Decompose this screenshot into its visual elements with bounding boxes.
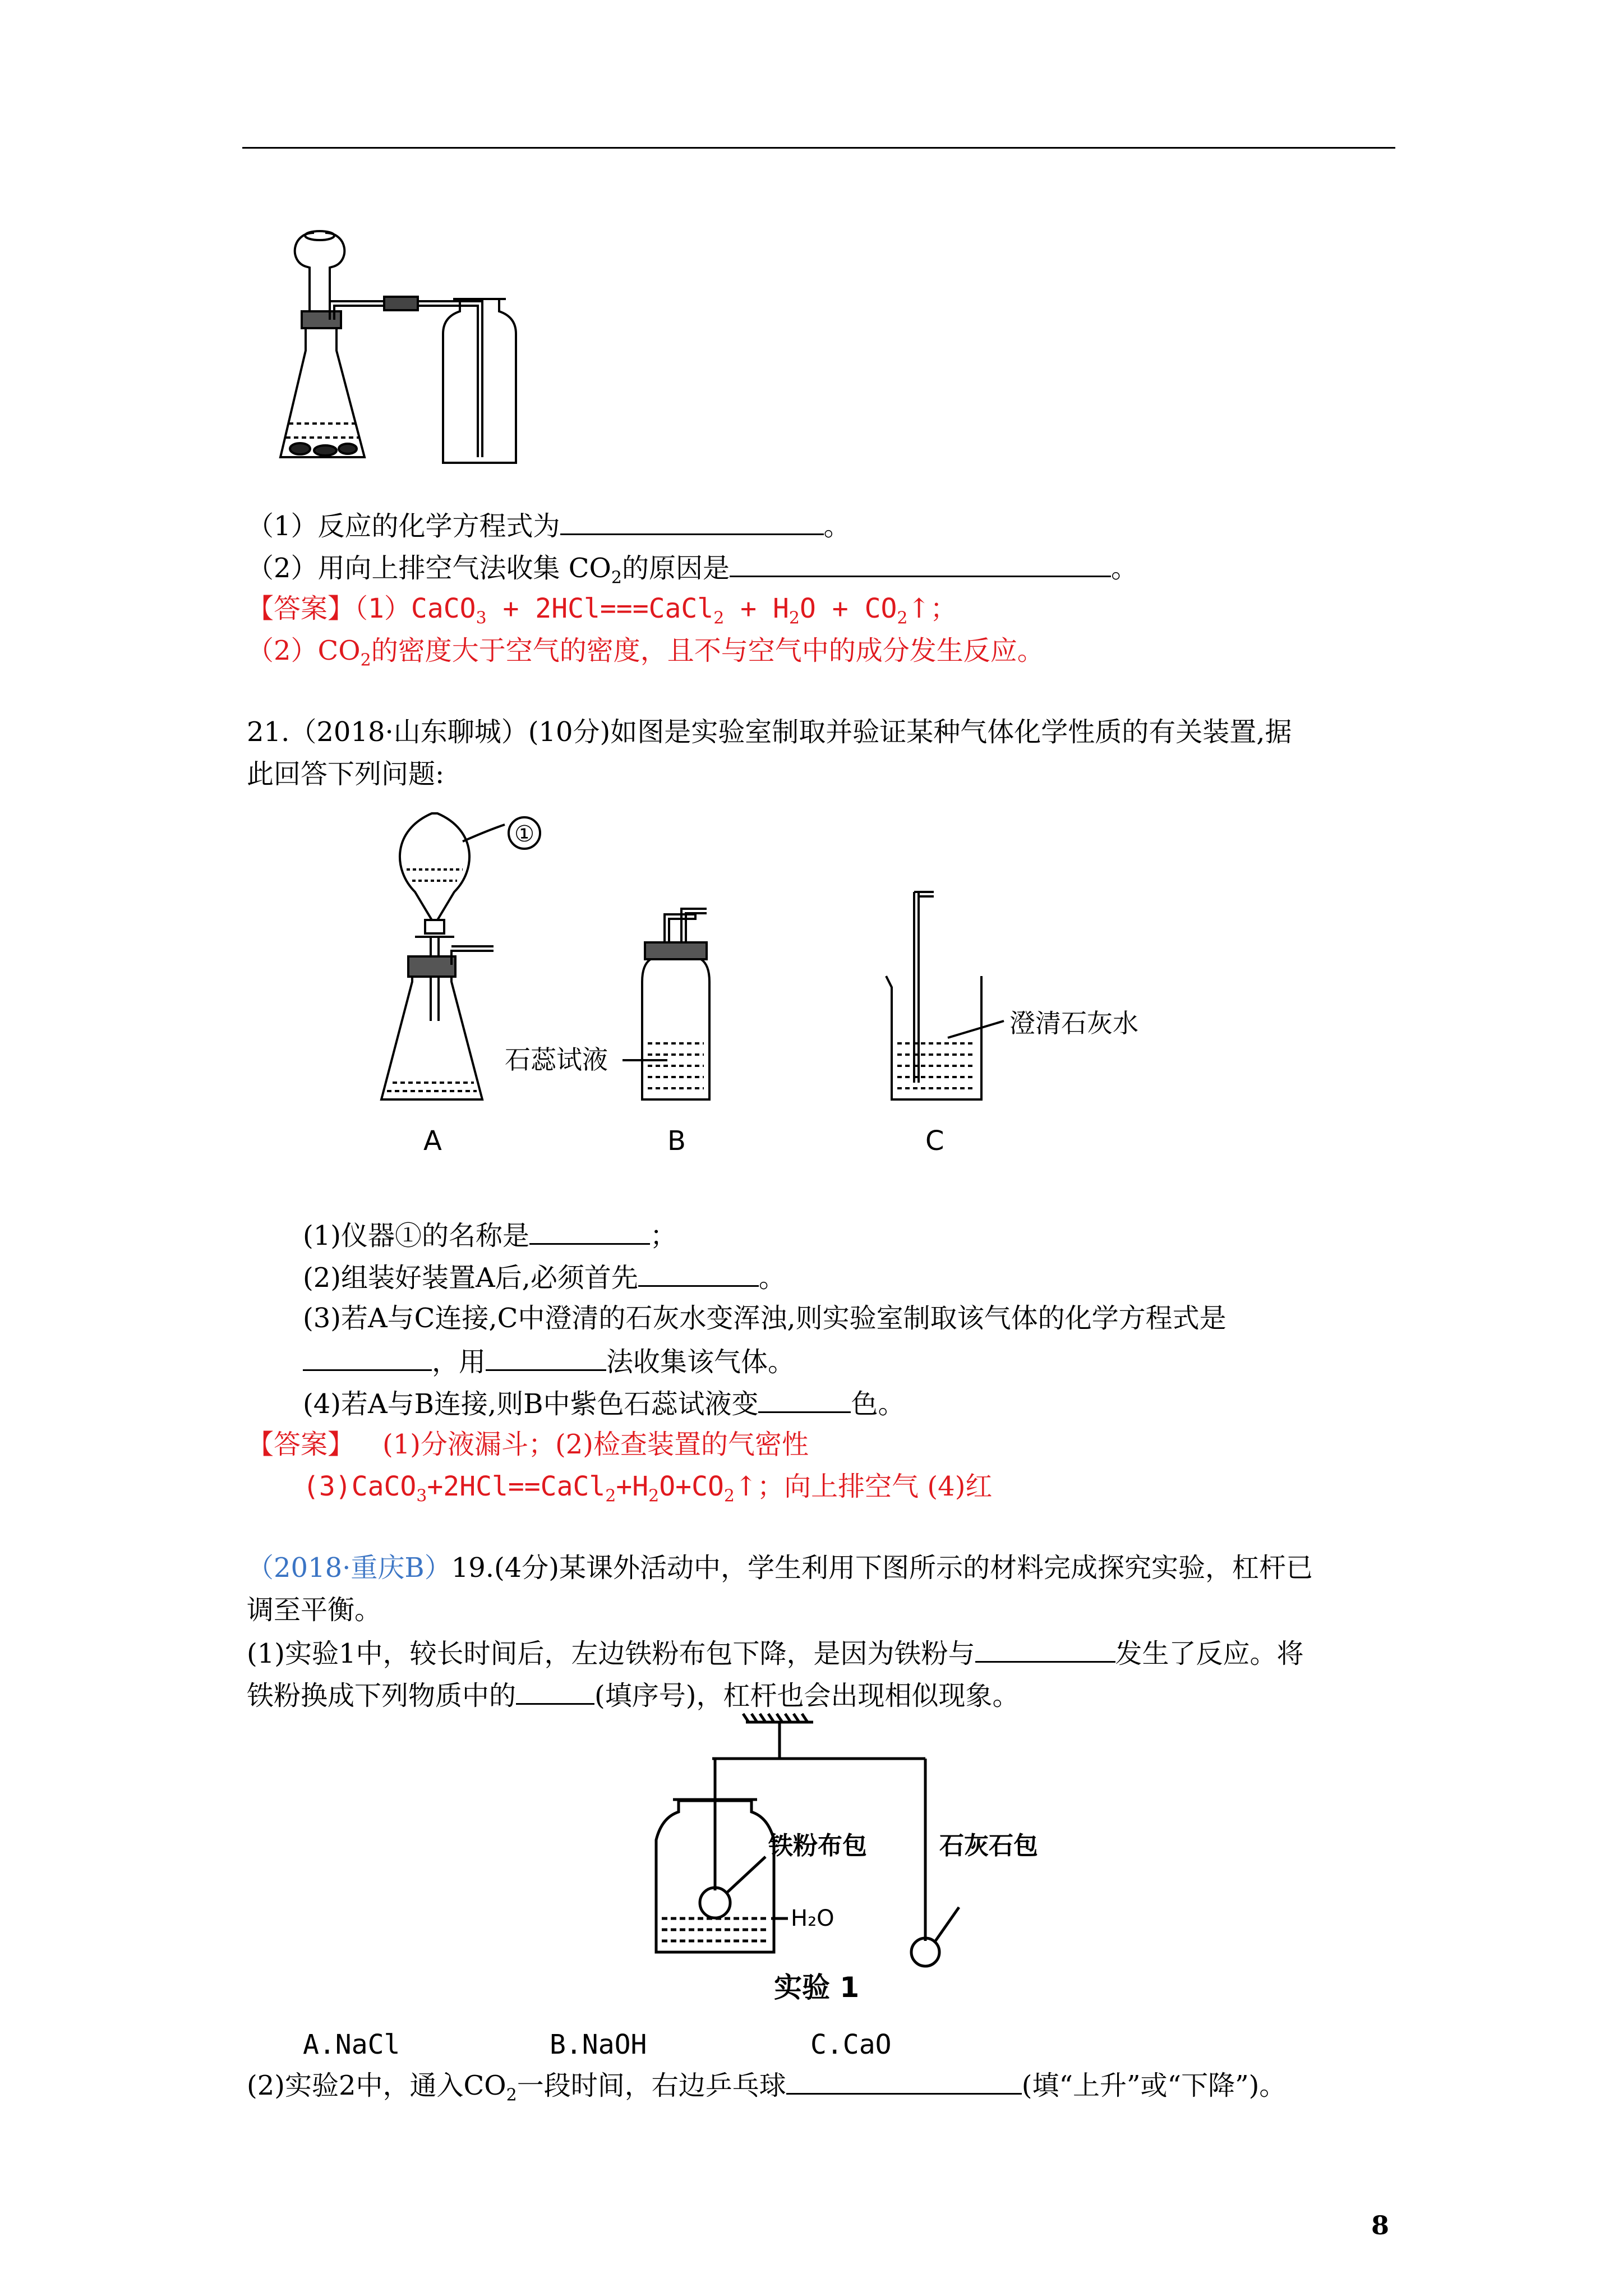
s2-stem-line-2: 此回答下列问题: [247,758,445,790]
fig-label-limestone-bag: 石灰石包 [939,1832,1038,1860]
answer-blank[interactable] [516,1677,594,1705]
fig-label-iron-bag: 铁粉布包 [768,1832,867,1860]
s2-question-4: (4)若A与B连接,则B中紫色石蕊试液变 色。 [303,1386,905,1421]
s3-stem-line-1: （2018·重庆B）19.(4分)某课外活动中，学生利用下图所示的材料完成探究实验，杠杆已 [247,1552,1313,1584]
answer-blank[interactable] [730,550,1111,577]
figure-experiment-1-lever [645,1705,1094,2019]
fig-label-litmus: 石蕊试液 [505,1045,608,1075]
fig-caption: 实验 1 [774,1971,860,2004]
s2-stem-line-1: 21.（2018·山东聊城）(10分)如图是实验室制取并验证某种气体化学性质的有关装置,据 [247,716,1292,748]
answer-blank[interactable] [758,1386,851,1413]
option-b[interactable]: B.NaOH [550,2029,647,2060]
answer-blank[interactable] [486,1343,606,1371]
fig-label-a: A [423,1125,442,1157]
figure-co2-collection-apparatus [275,222,566,474]
fig-label-lime-water: 澄清石灰水 [1009,1008,1138,1038]
s1-question-2: （2）用向上排空气法收集 $CO_2$的原因是 。 [247,550,1138,595]
s2-question-3: (3)若A与C连接,C中澄清的石灰水变浑浊,则实验室制取该气体的化学方程式是 [303,1303,1227,1334]
option-c[interactable]: C.CaO [810,2029,892,2060]
figure-gas-apparatus-abc [359,808,1200,1178]
answer-blank[interactable] [638,1259,759,1287]
fig-label-circle-1: ① [514,821,534,847]
answer-blank[interactable] [975,1635,1115,1663]
s3-question-1-cont: 铁粉换成下列物质中的 (填序号)，杠杆也会出现相似现象。 [247,1677,1019,1713]
answer-blank[interactable] [560,508,824,535]
s1-answer-1: 【答案】（1）CaCO$_3$ + 2HCl===CaCl$_2$ + $H_2O$ + $CO_2↑$； [247,593,957,628]
answer-blank[interactable] [529,1217,650,1245]
s3-question-1: (1)实验1中，较长时间后，左边铁粉布包下降，是因为铁粉与 发生了反应。将 [247,1635,1304,1671]
fig-label-c: C [925,1125,944,1157]
s2-question-2: (2)组装好装置A后,必须首先 。 [303,1259,786,1295]
s2-question-1: (1)仪器①的名称是 ； [303,1217,677,1253]
s3-question-2: (2)实验2中，通入$CO_2$一段时间，右边乒乓球 (填“上升”或“下降”)。 [247,2067,1286,2113]
s1-answer-2: $(2)CO_2$的密度大于空气的密度，且不与空气中的成分发生反应。 [247,635,1044,670]
s3-stem-line-2: 调至平衡。 [247,1594,382,1626]
fig-label-b: B [667,1125,686,1157]
s2-question-3-cont: ，用 法收集该气体。 [303,1343,795,1379]
answer-blank[interactable] [786,2067,1022,2095]
option-a[interactable]: A.NaCl [303,2029,400,2060]
page-number: 8 [1371,2210,1390,2240]
fig-label-water: H₂O [791,1906,834,1931]
header-rule [242,147,1395,149]
s1-question-1: （1）反应的化学方程式为 。 [247,508,851,543]
answer-blank[interactable] [303,1343,432,1371]
s2-answer-1: 【答案】 (1)分液漏斗；(2)检查装置的气密性 [247,1429,809,1460]
s2-answer-2: $(3)CaCO_3+2HCl==CaCl_2+H_2O+CO_2↑$；向上排空气 (4)红 [303,1471,993,1506]
